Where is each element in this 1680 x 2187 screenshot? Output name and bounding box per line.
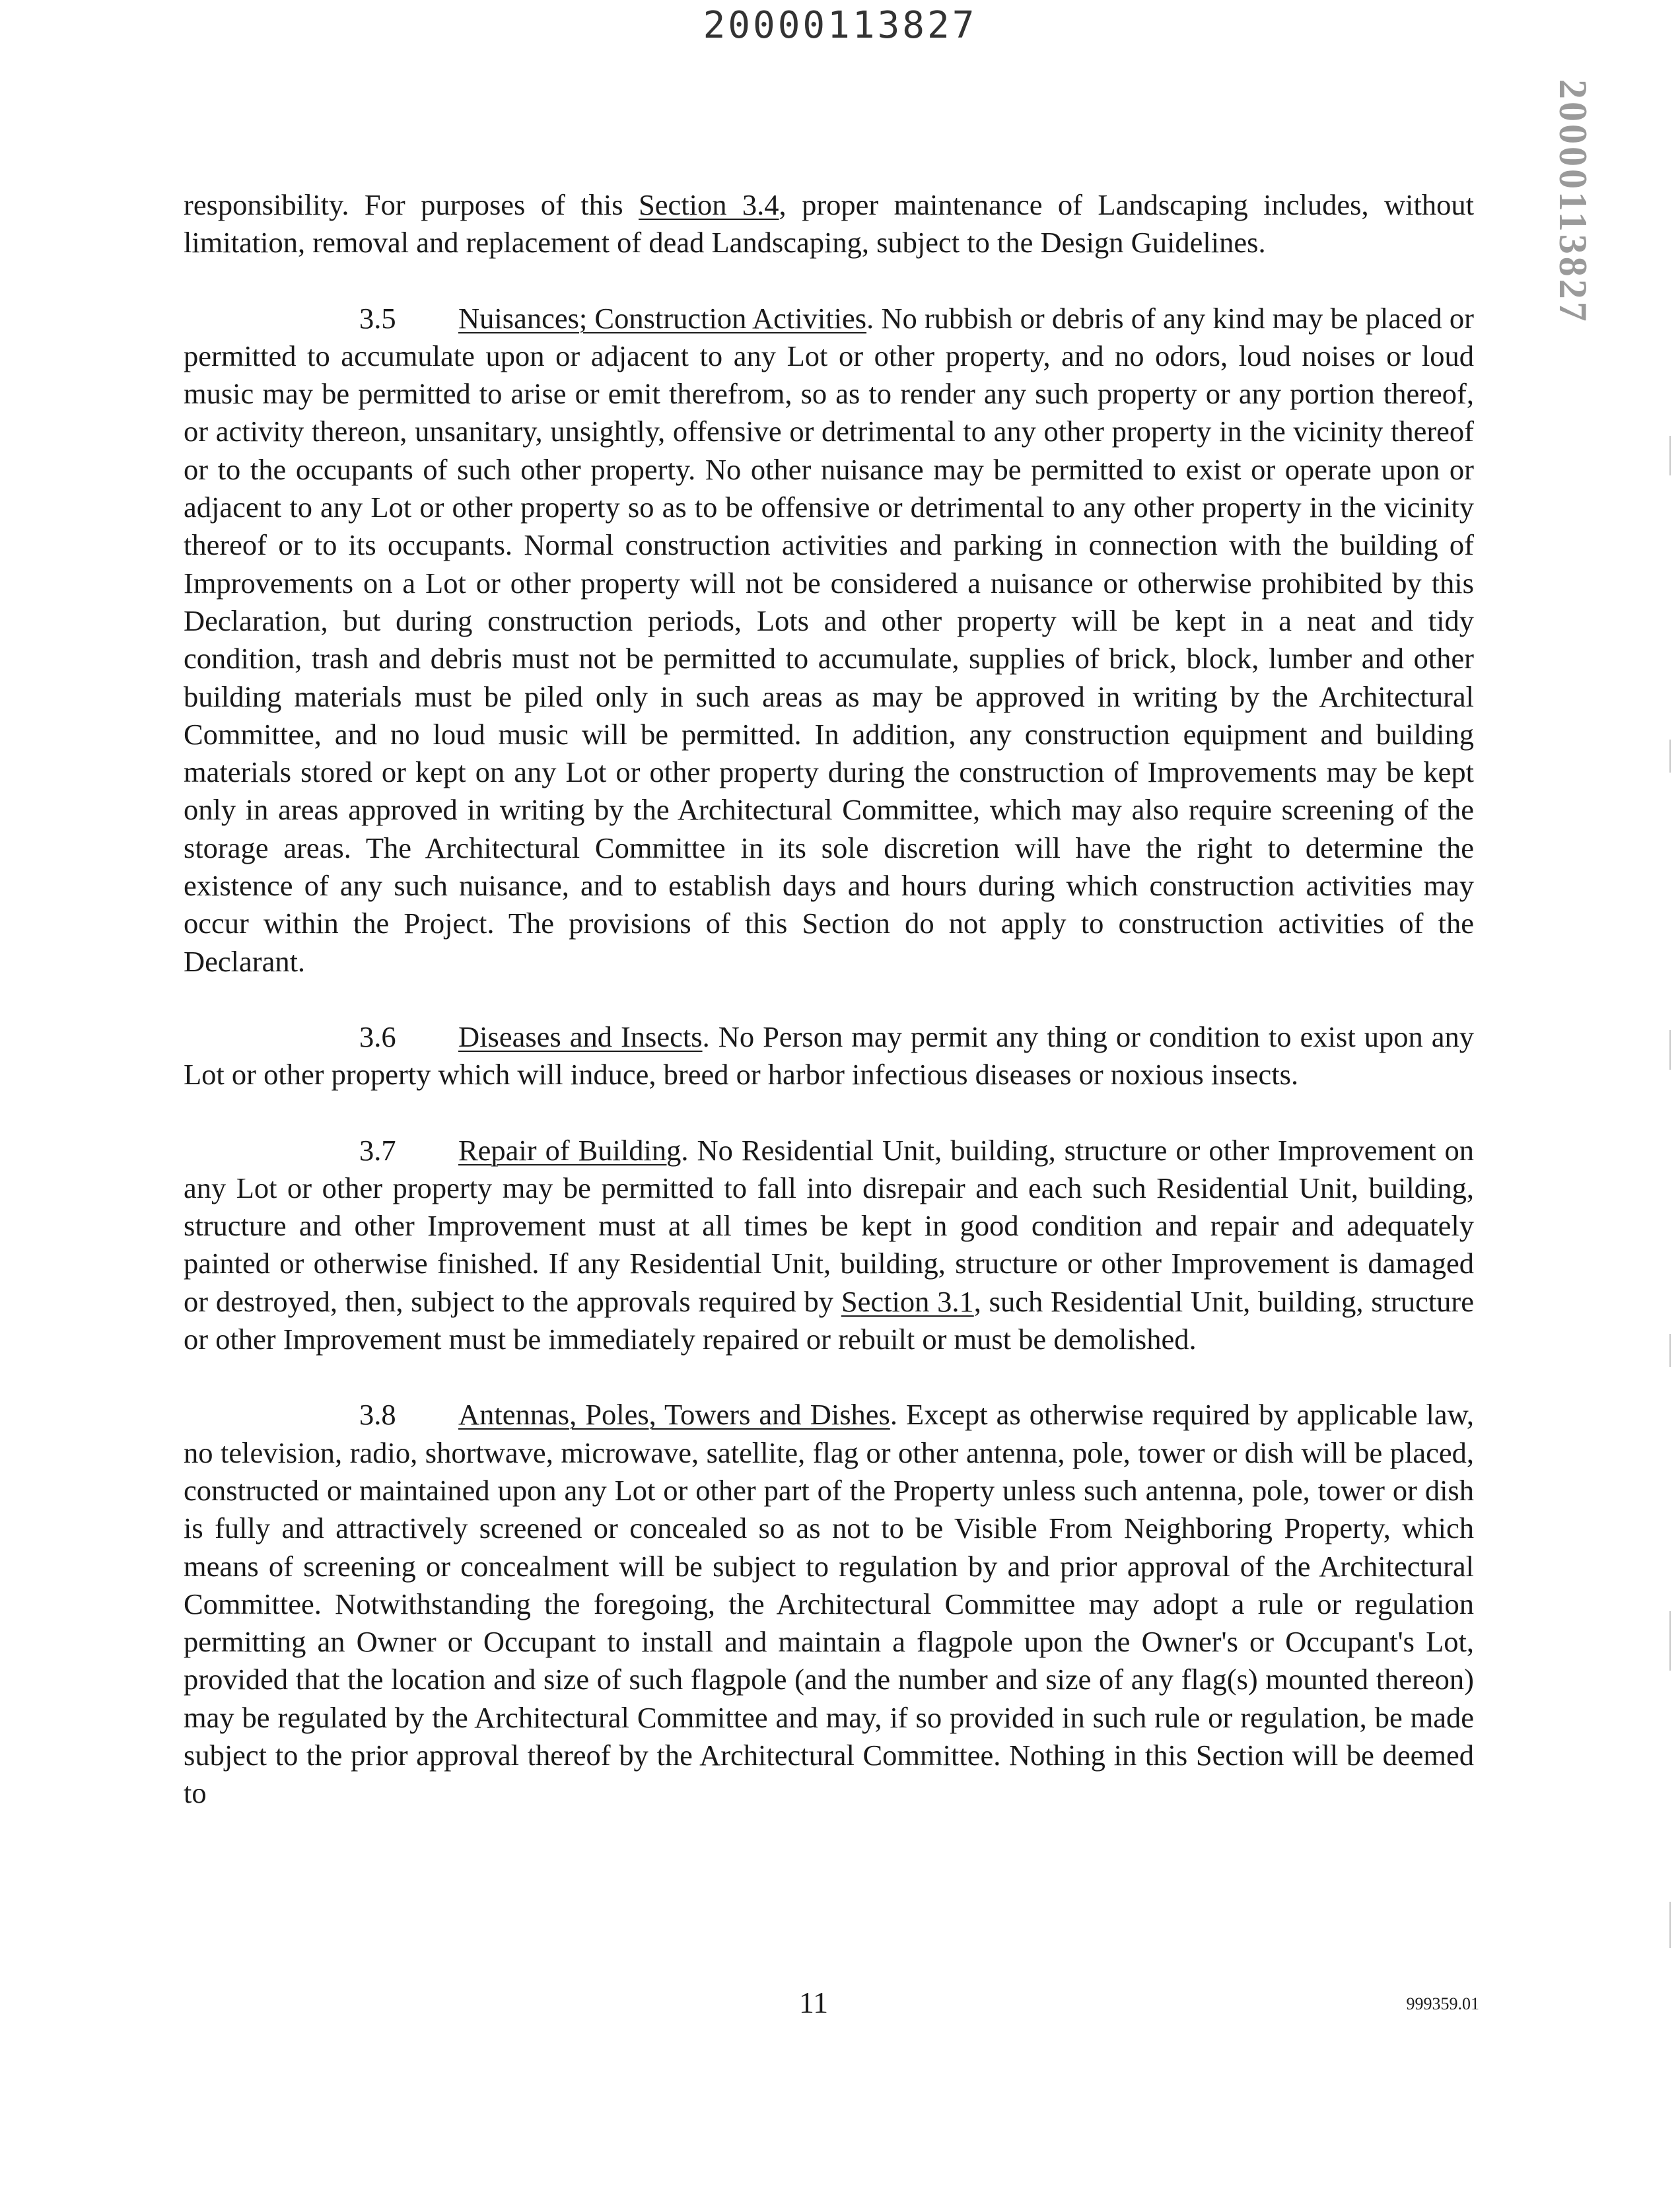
section-heading: Nuisances; Construction Activities [458,301,867,335]
paragraph-text: , proper maintenance of Landscaping includes, without limitation, removal and replacement of dead Landscaping, subject to the Design Guidelines. [184,188,1474,260]
page-number: 11 [798,1986,829,2019]
scan-edge-mark [1669,1030,1671,1070]
side-stamp-text: 20000113827 [1551,79,1595,324]
section-reference: Section 3.1 [841,1284,974,1318]
document-id: 999359.01 [1406,1994,1479,2013]
document-body [184,186,1474,1850]
section-number: 3.6 [359,1020,396,1053]
scan-edge-mark [1669,1611,1671,1671]
section-number: 3.8 [359,1398,396,1432]
section-number: 3.7 [359,1133,396,1167]
side-recording-stamp [1551,79,1615,324]
section-body: . No Person may permit any thing or condition to exist upon any Lot or other property which will induce, breed or harbor infectious diseases or noxious insects. [184,1020,1474,1092]
scan-edge-mark [1669,1334,1671,1367]
section-body: , such Residential Unit, building, structure or other Improvement must be immediately repaired or rebuilt or must be demolished. [184,1284,1474,1356]
section-heading: Antennas, Poles, Towers and Dishes [458,1398,890,1432]
section-3-6 [184,1018,1474,1094]
section-heading: Diseases and Insects [458,1020,703,1053]
section-body: . No rubbish or debris of any kind may be placed or permitted to accumulate upon or adjacent to any Lot or other property, and no odors, loud noises or loud music may be permitted to arise or emit therefrom, so as to render any such property or any portion thereof, or activity thereon, unsanitary, unsightly, offensive or detrimental to any other property in the vicinity thereof or to the occupants of such other property. No other nuisance may be permitted to exist or operate upon or adjacent to any Lot or other property so as to be offensive or detrimental to any other property in the vicinity thereof or to its occupants. Normal construction activities and parking in connection with the building of Improvements on a Lot or other property will not be considered a nuisance or otherwise prohibited by this Declaration, but during construction periods, Lots and other property will be kept in a neat and tidy condition, trash and debris must not be permitted to accumulate, supplies of brick, block, lumber and other building materials must be piled only in such areas as may be approved in writing by the Architectural Committee, and no loud music will be permitted. In addition, any construction equipment and building materials stored or kept on any Lot or other property during the construction of Improvements may be kept only in areas approved in writing by the Architectural Committee, which may also require screening of the storage areas. The Architectural Committee in its sole discretion will have the right to determine the existence of any such nuisance, and to establish days and hours during which construction activities may occur within the Project. The provisions of this Section do not apply to construction activities of the Declarant. [184,301,1474,978]
section-3-8 [184,1396,1474,1812]
section-reference: Section 3.4 [639,188,779,221]
section-heading: Repair of Building [458,1133,682,1167]
section-body: . Except as otherwise required by applicable law, no television, radio, shortwave, microwave, satellite, flag or other antenna, pole, tower or dish will be placed, constructed or maintained upon any Lot or other part of the Property unless such antenna, pole, tower or dish is fully and attractively screened or concealed so as not to be Visible From Neighboring Property, which means of screening or concealment will be subject to regulation by and prior approval of the Architectural Committee. Notwithstanding the foregoing, the Architectural Committee may adopt a rule or regulation permitting an Owner or Occupant to install and maintain a flagpole upon the Owner's or Occupant's Lot, provided that the location and size of such flagpole (and the number and size of any flag(s) mounted thereon) may be regulated by the Architectural Committee and may, if so provided in such rule or regulation, be made subject to the prior approval thereof by the Architectural Committee. Nothing in this Section will be deemed to [184,1398,1474,1810]
recording-number: 20000113827 [703,4,977,47]
section-3-5 [184,300,1474,981]
scan-edge-mark [1669,436,1671,475]
section-body: . No Residential Unit, building, structure or other Improvement on any Lot or other property may be permitted to fall into disrepair and each such Residential Unit, building, structure and other Improvement must at all times be kept in good condition and repair and adequately painted or otherwise finished. If any Residential Unit, building, structure or other Improvement is damaged or destroyed, then, subject to the approvals required by [184,1133,1474,1318]
section-number: 3.5 [359,301,396,335]
paragraph-continuation [184,186,1474,262]
paragraph-text: responsibility. For purposes of this [184,188,639,221]
scan-edge-mark [1669,1902,1671,1948]
section-3-7 [184,1132,1474,1359]
scan-edge-mark [1669,740,1671,773]
